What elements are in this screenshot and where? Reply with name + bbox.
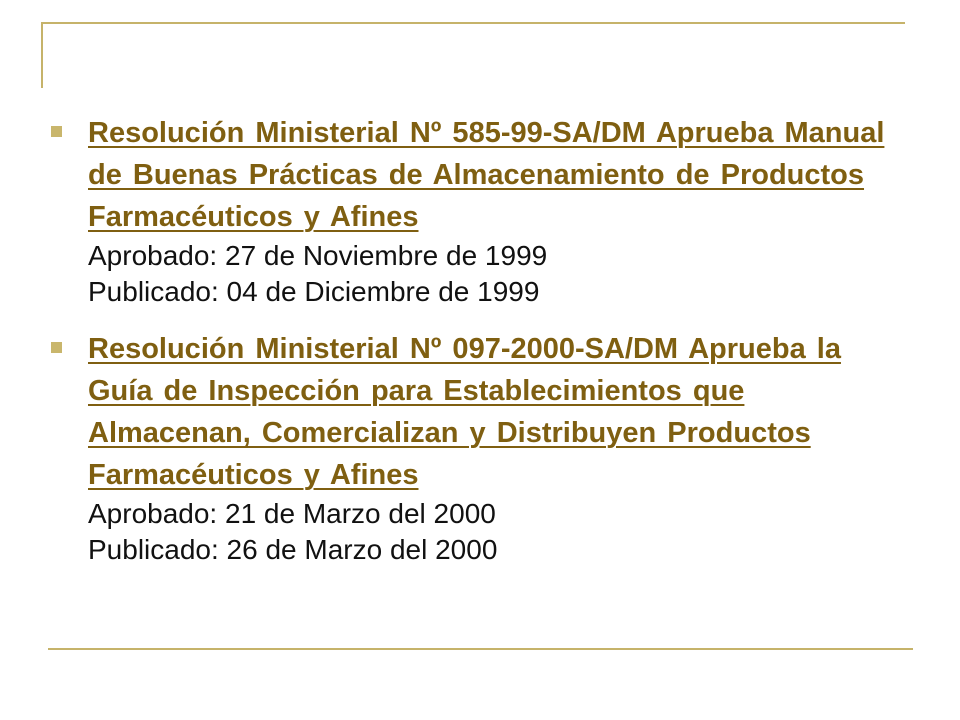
- published-date: Publicado: 04 de Diciembre de 1999: [88, 276, 540, 307]
- published-date: Publicado: 26 de Marzo del 2000: [88, 534, 498, 565]
- square-bullet-icon: [51, 342, 62, 353]
- square-bullet-icon: [51, 126, 62, 137]
- resolution-link-097-2000[interactable]: Resolución Ministerial Nº 097-2000-SA/DM Aprueba la Guía de Inspección para Establecimientos que Almacenan, Comercializan y Distribuyen Productos Farmacéuticos y Afines: [88, 333, 841, 491]
- list-item: [48, 112, 908, 310]
- frame-top-line: [41, 22, 905, 24]
- approved-date: Aprobado: 27 de Noviembre de 1999: [88, 240, 548, 271]
- resolution-link-585-99[interactable]: Resolución Ministerial Nº 585-99-SA/DM Aprueba Manual de Buenas Prácticas de Almacenamiento de Productos Farmacéuticos y Afines: [88, 117, 885, 233]
- approved-date: Aprobado: 21 de Marzo del 2000: [88, 498, 496, 529]
- frame-left-line: [41, 22, 43, 88]
- resolution-list: [48, 112, 908, 586]
- frame-bottom-line: [48, 648, 913, 650]
- list-item: [48, 328, 908, 568]
